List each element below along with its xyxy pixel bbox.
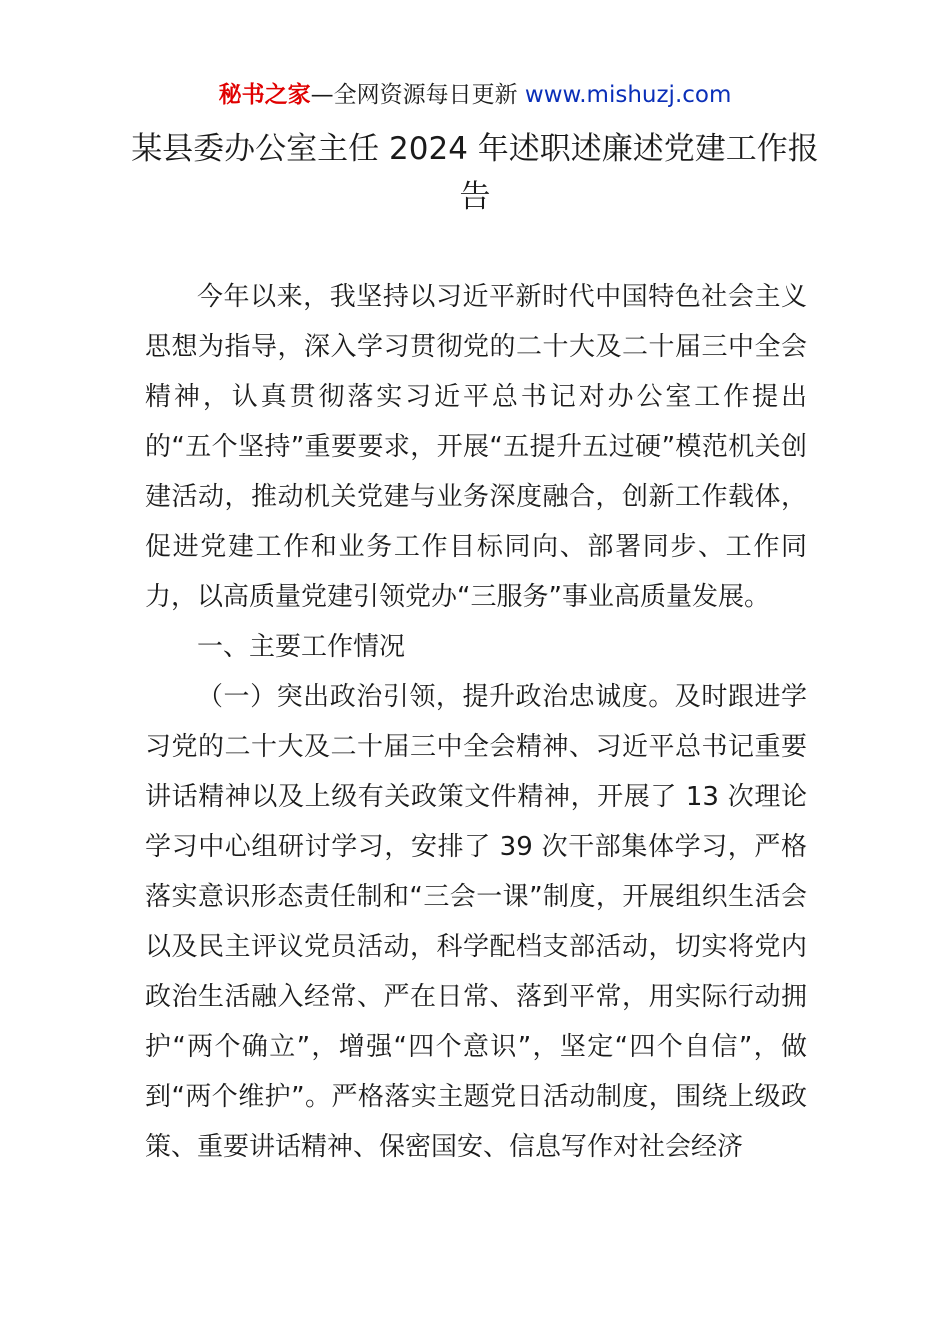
site-header [0,78,950,112]
section-heading: 一、主要工作情况 [197,632,406,662]
document-body [145,272,807,1172]
site-url-link[interactable]: www.mishuzj.com [524,82,732,108]
intro-paragraph: 今年以来，我坚持以习近平新时代中国特色社会主义思想为指导，深入学习贯彻党的二十大及二十届三中全会精神，认真贯彻落实习近平总书记对办公室工作提出的“五个坚持”重要要求，开展“五提升五过硬”模范机关创建活动，推动机关党建与业务深度融合，创新工作载体，促进党建工作和业务工作目标同向、部署同步、工作同力，以高质量党建引领党办“三服务”事业高质量发展。 [145,282,807,612]
header-tagline: —全网资源每日更新 [310,82,525,108]
section-paragraph: （一）突出政治引领，提升政治忠诚度。及时跟进学习党的二十大及二十届三中全会精神、习近平总书记重要讲话精神以及上级有关政策文件精神，开展了 13 次理论学习中心组研讨学习，安排了 39 次干部集体学习，严格落实意识形态责任制和“三会一课”制度，开展组织生活会以及民主评议党员活动，科学配档支部活动，切实将党内政治生活融入经常、严在日常、落到平常，用实际行动拥护“两个确立”，增强“四个意识”，坚定“四个自信”，做到“两个维护”。严格落实主题党日活动制度，围绕上级政策、重要讲话精神、保密国安、信息写作对社会经济 [145,682,807,1162]
brand-name: 秘书之家 [218,82,311,108]
document-title: 某县委办公室主任 2024 年述职述廉述党建工作报告 [131,131,819,215]
